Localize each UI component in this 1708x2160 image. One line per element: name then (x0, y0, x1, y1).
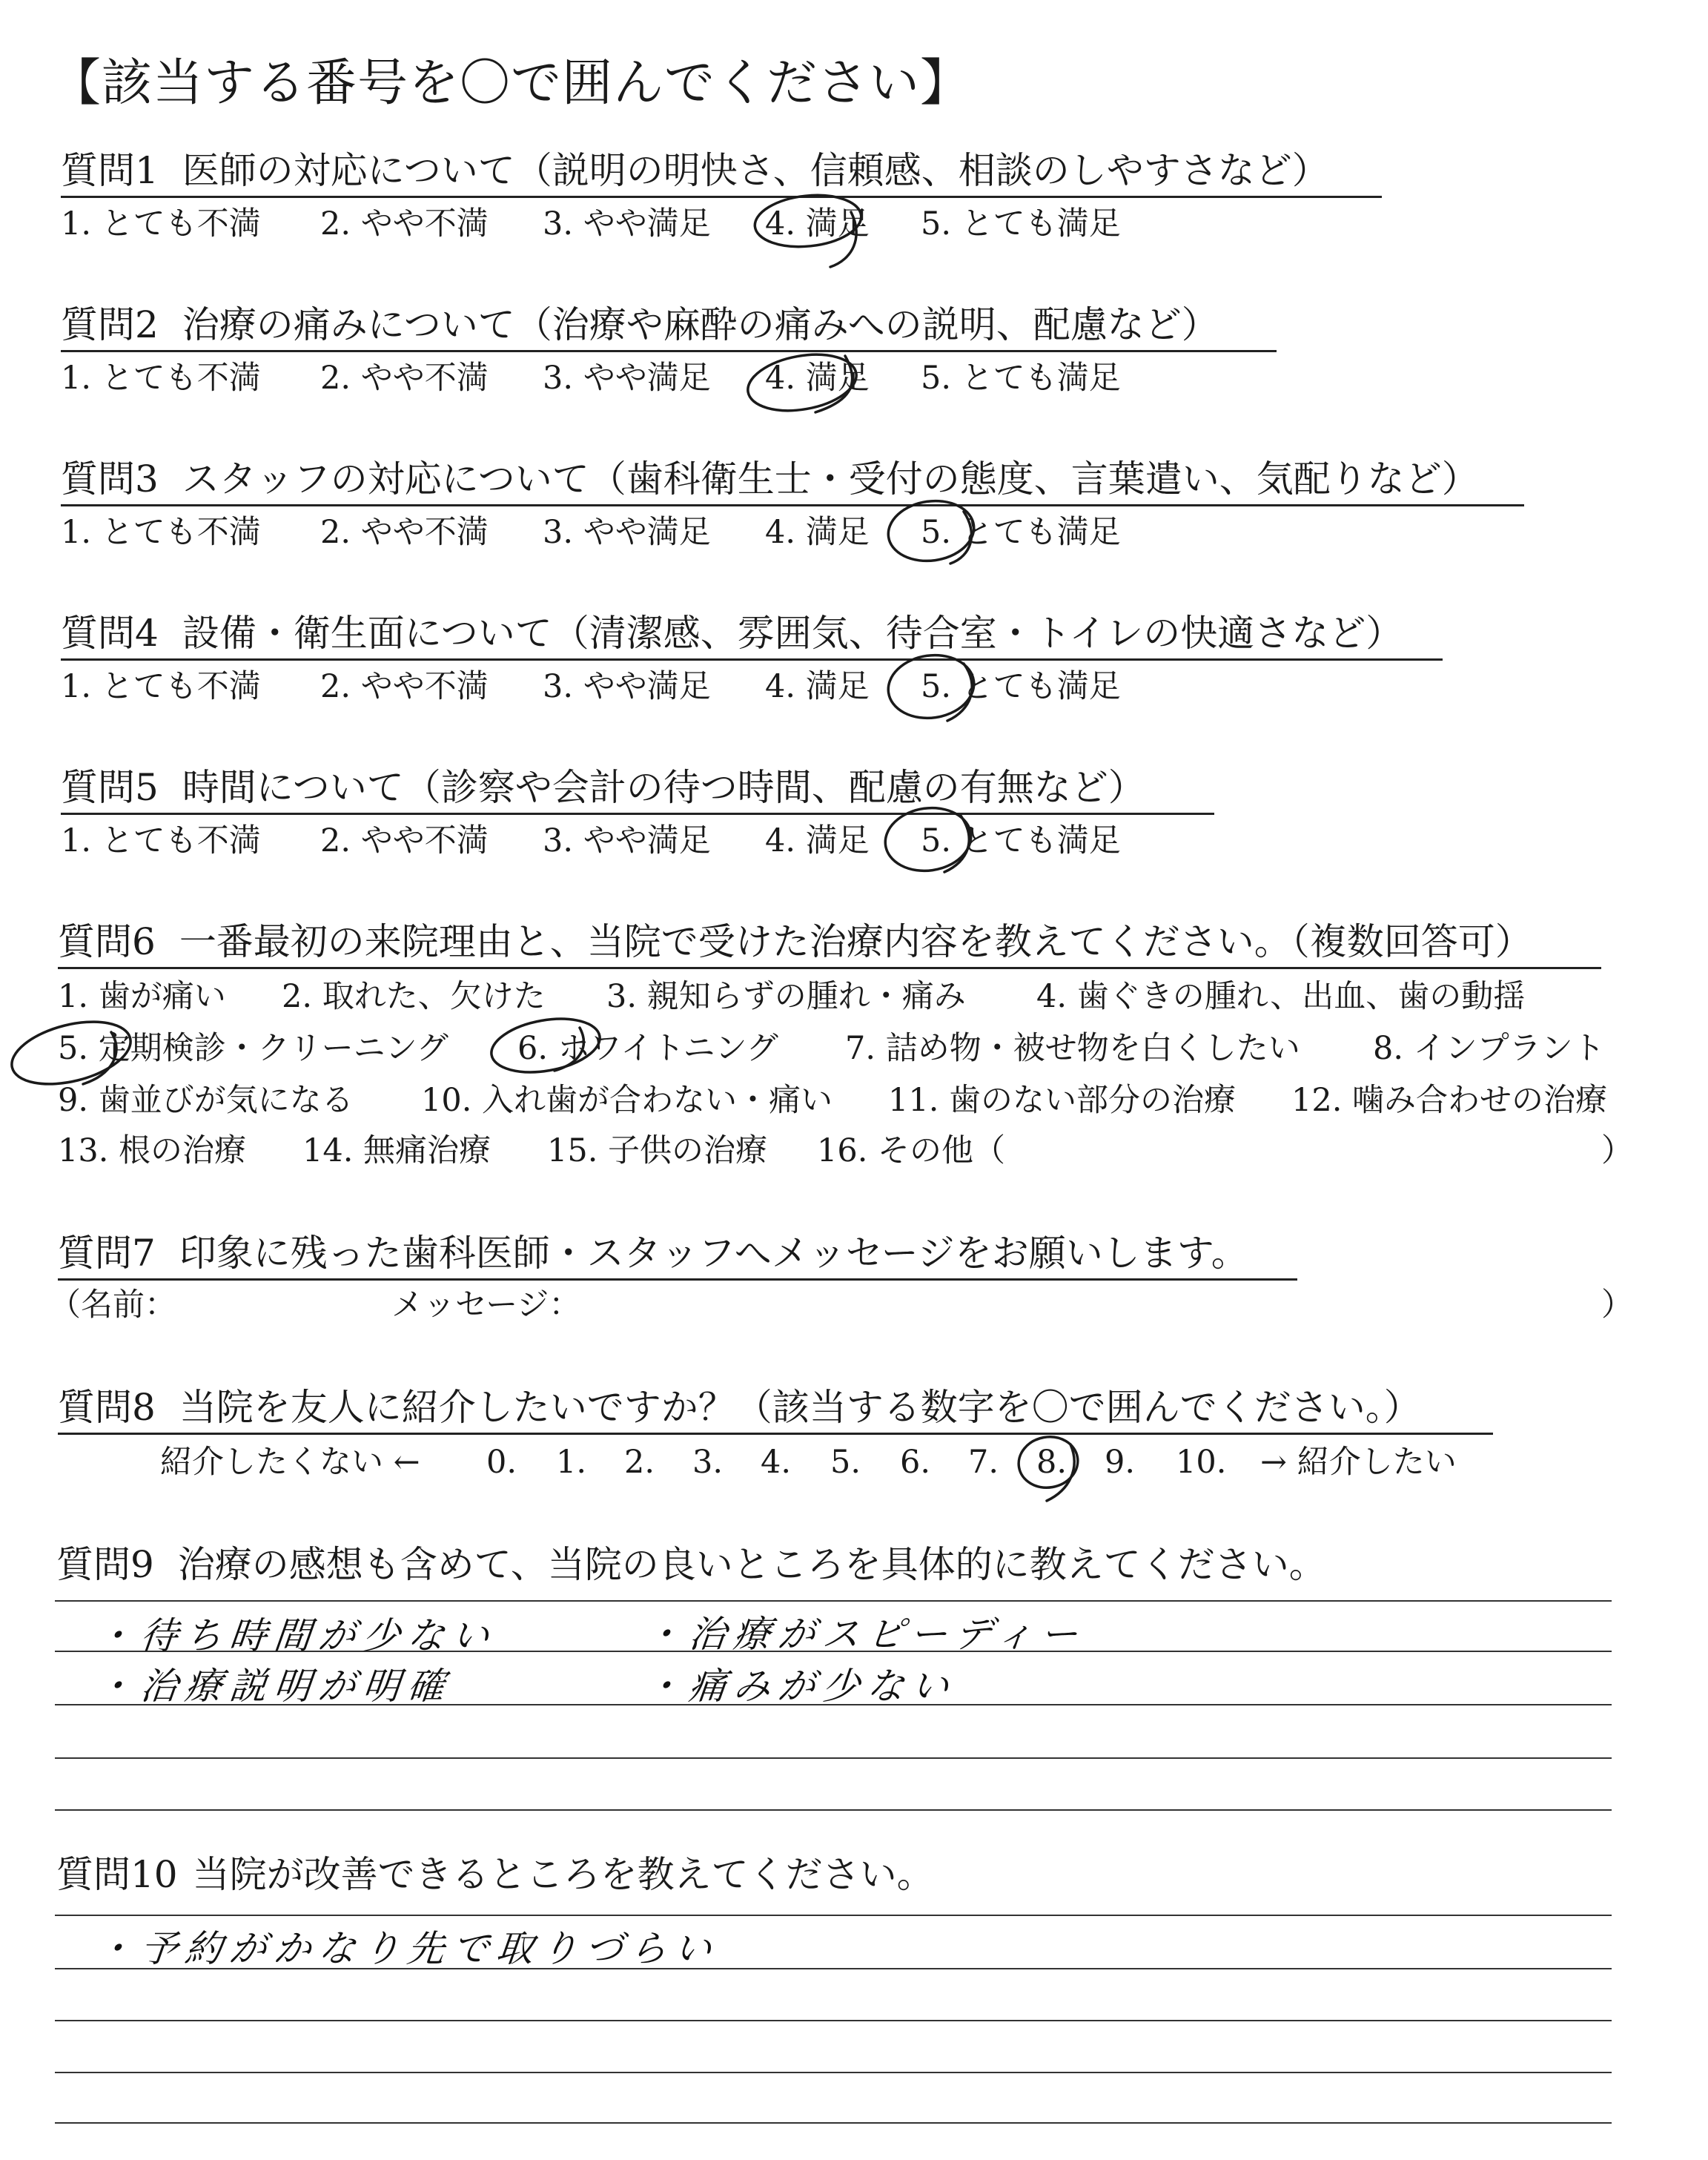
q6-option-9[interactable]: 9. 歯並びが気になる (58, 1082, 354, 1119)
nps-option-2[interactable]: 2. (624, 1444, 655, 1481)
q6-option-8[interactable]: 8. インプラント (1373, 1030, 1605, 1067)
answer-line (55, 2122, 1612, 2124)
handwritten-answer[interactable]: ・痛みが少ない (642, 1665, 959, 1708)
q1-option-2[interactable]: 2. やや不満 (320, 205, 489, 242)
nps-option-9[interactable]: 9. (1105, 1444, 1136, 1481)
q6-option-6[interactable]: 6. ホワイトニング (517, 1030, 778, 1067)
question-underline (61, 196, 1382, 198)
q6-option-4[interactable]: 4. 歯ぐきの腫れ、出血、歯の動揺 (1036, 978, 1526, 1015)
handwritten-answer[interactable]: ・治療説明が明確 (93, 1665, 454, 1708)
question-underline (61, 813, 1214, 815)
answer-line (55, 2072, 1612, 2073)
question-5 (61, 765, 1145, 810)
q2-option-4[interactable]: 4. 満足 (765, 360, 870, 397)
question-underline (58, 1433, 1493, 1435)
q6-option-11[interactable]: 11. 歯のない部分の治療 (888, 1082, 1237, 1119)
nps-option-3[interactable]: 3. (692, 1444, 724, 1481)
answer-line (55, 1809, 1612, 1811)
nps-option-4[interactable]: 4. (761, 1444, 792, 1481)
q6-option-12[interactable]: 12. 噛み合わせの治療 (1291, 1082, 1608, 1119)
q3-option-2[interactable]: 2. やや不満 (320, 514, 489, 551)
q5-option-2[interactable]: 2. やや不満 (320, 822, 489, 859)
q6-option-2[interactable]: 2. 取れた、欠けた (282, 978, 546, 1015)
q2-option-3[interactable]: 3. やや満足 (543, 360, 711, 397)
question-7 (58, 1231, 1248, 1275)
scale-right-label: → 紹介したい (1260, 1444, 1457, 1481)
nps-option-7[interactable]: 7. (968, 1444, 999, 1481)
q5-option-1[interactable]: 1. とても不満 (61, 822, 261, 859)
question-text: 印象に残った歯科医師・スタッフへメッセージをお願いします。 (179, 1232, 1248, 1275)
q5-option-3[interactable]: 3. やや満足 (543, 822, 711, 859)
handwritten-answer[interactable]: ・待ち時間が少ない (93, 1614, 499, 1657)
question-8 (58, 1385, 1421, 1430)
q1-option-1[interactable]: 1. とても不満 (61, 205, 261, 242)
nps-option-10[interactable]: 10. (1176, 1444, 1227, 1481)
nps-option-5[interactable]: 5. (830, 1444, 861, 1481)
question-2 (61, 303, 1219, 347)
question-underline (58, 967, 1601, 969)
question-underline (61, 658, 1443, 661)
q2-option-2[interactable]: 2. やや不満 (320, 360, 489, 397)
q3-option-1[interactable]: 1. とても不満 (61, 514, 261, 551)
answer-line (55, 2020, 1612, 2021)
message-label: メッセージ： (391, 1287, 581, 1324)
question-text: 一番最初の来院理由と、当院で受けた治療内容を教えてください。（複数回答可） (179, 920, 1532, 963)
question-text: スタッフの対応について（歯科衛生士・受付の態度、言葉遣い、気配りなど） (182, 458, 1479, 501)
question-text: 医師の対応について（説明の明快さ、信頼感、相談のしやすさなど） (182, 149, 1329, 192)
question-number: 質問10 (56, 1853, 178, 1896)
question-number: 質問2 (61, 303, 159, 346)
question-3 (61, 457, 1479, 501)
q6-option-3[interactable]: 3. 親知らずの腫れ・痛み (606, 978, 966, 1015)
question-text: 時間について（診察や会計の待つ時間、配慮の有無など） (182, 766, 1145, 809)
q4-option-4[interactable]: 4. 満足 (765, 668, 870, 705)
question-underline (61, 350, 1277, 352)
q3-option-4[interactable]: 4. 満足 (765, 514, 870, 551)
q1-option-5[interactable]: 5. とても満足 (921, 205, 1121, 242)
question-text: 治療の感想も含めて、当院の良いところを具体的に教えてください。 (177, 1543, 1326, 1586)
question-number: 質問5 (61, 766, 159, 809)
q2-option-1[interactable]: 1. とても不満 (61, 360, 261, 397)
question-number: 質問6 (58, 920, 156, 963)
answer-line (55, 1915, 1612, 1916)
question-underline (61, 504, 1524, 506)
page-title: 【該当する番号を〇で囲んでください】 (50, 54, 972, 113)
question-4 (61, 611, 1403, 655)
question-10 (56, 1852, 934, 1897)
nps-option-1[interactable]: 1. (556, 1444, 587, 1481)
q6-option-14[interactable]: 14. 無痛治療 (302, 1132, 491, 1169)
question-text: 当院が改善できるところを教えてください。 (192, 1853, 934, 1896)
q3-option-5[interactable]: 5. とても満足 (921, 514, 1121, 551)
question-text: 治療の痛みについて（治療や麻酔の痛みへの説明、配慮など） (182, 303, 1219, 346)
nps-option-8[interactable]: 8. (1036, 1444, 1068, 1481)
question-text: 当院を友人に紹介したいですか？（該当する数字を〇で囲んでください。） (179, 1386, 1421, 1429)
q5-option-5[interactable]: 5. とても満足 (921, 822, 1121, 859)
close-paren: ） (1601, 1132, 1633, 1169)
q4-option-1[interactable]: 1. とても不満 (61, 668, 261, 705)
name-label: （名前： (49, 1287, 176, 1324)
q2-option-5[interactable]: 5. とても満足 (921, 360, 1121, 397)
q6-option-15[interactable]: 15. 子供の治療 (547, 1132, 768, 1169)
q6-option-7[interactable]: 7. 詰め物・被せ物を白くしたい (845, 1030, 1300, 1067)
handwritten-answer[interactable]: ・予約がかなり先で取りづらい (93, 1927, 721, 1970)
question-number: 質問8 (58, 1386, 156, 1429)
question-underline (58, 1278, 1297, 1281)
q1-option-4[interactable]: 4. 満足 (765, 205, 870, 242)
question-number: 質問1 (61, 149, 159, 192)
q6-option-16[interactable]: 16. その他（ (817, 1132, 1006, 1169)
question-number: 質問4 (61, 612, 159, 655)
q6-option-13[interactable]: 13. 根の治療 (58, 1132, 247, 1169)
nps-option-6[interactable]: 6. (900, 1444, 931, 1481)
question-number: 質問7 (58, 1232, 156, 1275)
question-number: 質問3 (61, 458, 159, 501)
q5-option-4[interactable]: 4. 満足 (765, 822, 870, 859)
q6-option-5[interactable]: 5. 定期検診・クリーニング (58, 1030, 448, 1067)
q4-option-3[interactable]: 3. やや満足 (543, 668, 711, 705)
question-6 (58, 919, 1532, 964)
question-9 (56, 1542, 1326, 1587)
answer-line (55, 1600, 1612, 1602)
close-paren: ） (1601, 1287, 1633, 1324)
question-number: 質問9 (56, 1543, 154, 1586)
handwritten-answer[interactable]: ・治療がスピーディー (642, 1613, 1088, 1656)
q6-option-10[interactable]: 10. 入れ歯が合わない・痛い (421, 1082, 833, 1119)
answer-line (55, 1757, 1612, 1759)
q3-option-3[interactable]: 3. やや満足 (543, 514, 711, 551)
q4-option-2[interactable]: 2. やや不満 (320, 668, 489, 705)
question-1 (61, 148, 1329, 193)
q6-option-1[interactable]: 1. 歯が痛い (58, 978, 226, 1015)
question-text: 設備・衛生面について（清潔感、雰囲気、待合室・トイレの快適さなど） (182, 612, 1403, 655)
scale-left-label: 紹介したくない ← (160, 1444, 420, 1481)
nps-option-0[interactable]: 0. (486, 1444, 517, 1481)
q4-option-5[interactable]: 5. とても満足 (921, 668, 1121, 705)
q1-option-3[interactable]: 3. やや満足 (543, 205, 711, 242)
